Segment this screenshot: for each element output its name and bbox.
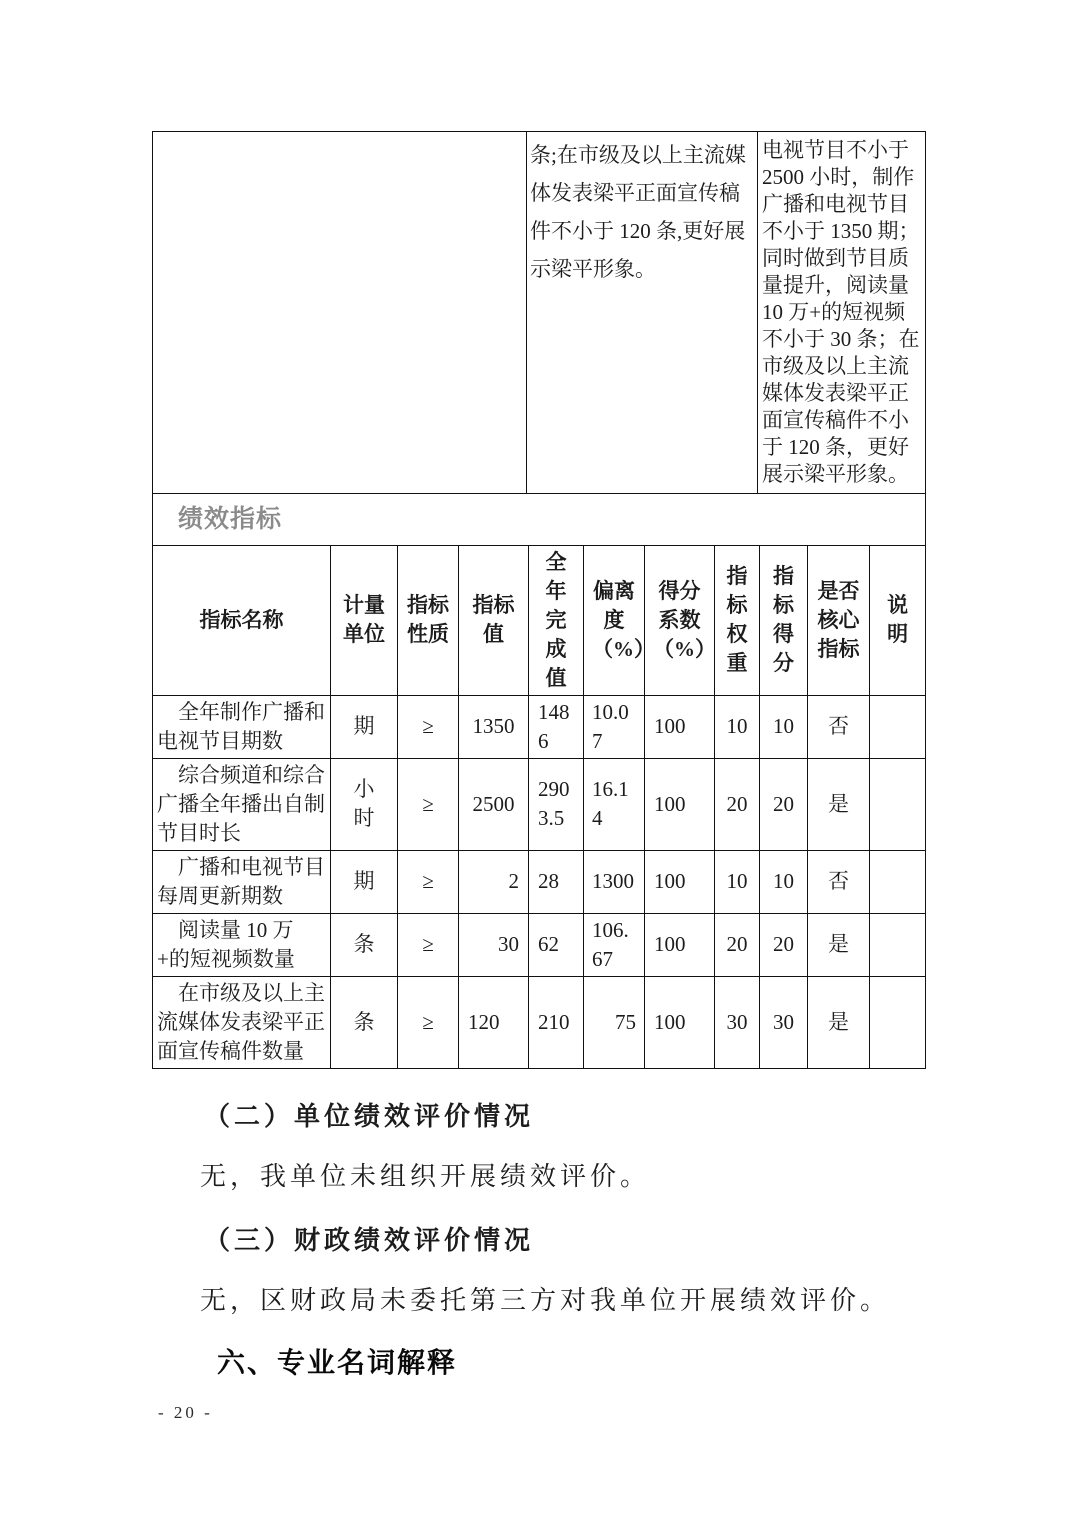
table-cell — [870, 850, 926, 913]
table-section-title: 绩效指标 — [153, 493, 926, 545]
col-header-target-value: 指标值 — [459, 545, 529, 695]
table-cell: 20 — [715, 913, 760, 976]
document-body — [152, 131, 925, 1381]
table-cell: 阅读量 10 万+的短视频数量 — [153, 913, 331, 976]
table-cell: 100 — [645, 758, 715, 850]
table-cell: 100 — [645, 913, 715, 976]
table-cell: 是 — [808, 976, 870, 1068]
table-cell: ≥ — [398, 913, 459, 976]
section-body-fiscal-evaluation: 无，区财政局未委托第三方对我单位开展绩效评价。 — [200, 1285, 891, 1315]
table-cell: 1486 — [529, 695, 584, 758]
table-cell: ≥ — [398, 695, 459, 758]
table-cell: 20 — [760, 913, 808, 976]
table-cell: 20 — [715, 758, 760, 850]
col-header-deviation: 偏离度（%） — [584, 545, 645, 695]
performance-indicators-table — [152, 493, 926, 1069]
page-number: - 20 - — [158, 1403, 213, 1422]
table-header-row — [153, 545, 926, 695]
section-heading-fiscal-evaluation: （三）财政绩效评价情况 — [204, 1225, 535, 1255]
table-cell: 10 — [715, 695, 760, 758]
table-cell: 1350 — [459, 695, 529, 758]
table-cell: 30 — [715, 976, 760, 1068]
section-body-unit-evaluation: 无，我单位未组织开展绩效评价。 — [200, 1161, 651, 1191]
table-row — [153, 976, 926, 1068]
table-cell: 30 — [459, 913, 529, 976]
table-cell: 广播和电视节目每周更新期数 — [153, 850, 331, 913]
table-cell: ≥ — [398, 976, 459, 1068]
table-cell: 10 — [760, 695, 808, 758]
table-cell: ≥ — [398, 758, 459, 850]
table-row — [153, 913, 926, 976]
table-cell: 小时 — [331, 758, 398, 850]
table-cell: 2500 — [459, 758, 529, 850]
table-cell: 10 — [715, 850, 760, 913]
table-cell — [870, 695, 926, 758]
table-cell: 否 — [808, 695, 870, 758]
section-heading-unit-evaluation: （二）单位绩效评价情况 — [204, 1101, 535, 1131]
col-header-annual-completion: 全年完成值 — [529, 545, 584, 695]
col-header-core-indicator: 是否核心指标 — [808, 545, 870, 695]
table-cell: 是 — [808, 758, 870, 850]
table-section-row — [153, 493, 926, 545]
table-cell: 是 — [808, 913, 870, 976]
table-cell: 2903.5 — [529, 758, 584, 850]
col-header-indicator-name: 指标名称 — [153, 545, 331, 695]
table-cell: 在市级及以上主流媒体发表梁平正面宣传稿件数量 — [153, 976, 331, 1068]
col-header-score-coefficient: 得分系数（%） — [645, 545, 715, 695]
carryover-cell-target: 条;在市级及以上主流媒体发表梁平正面宣传稿件不小于 120 条,更好展示梁平形象。 — [527, 132, 758, 494]
col-header-score: 指标得分 — [760, 545, 808, 695]
table-cell: 期 — [331, 695, 398, 758]
col-header-unit: 计量单位 — [331, 545, 398, 695]
table-cell: 16.14 — [584, 758, 645, 850]
table-row — [153, 132, 926, 494]
table-cell: 28 — [529, 850, 584, 913]
table-cell: 条 — [331, 976, 398, 1068]
table-row — [153, 758, 926, 850]
carryover-table — [152, 131, 926, 494]
table-cell: 2 — [459, 850, 529, 913]
table-cell: 否 — [808, 850, 870, 913]
table-cell: 100 — [645, 850, 715, 913]
table-cell: 期 — [331, 850, 398, 913]
table-row — [153, 850, 926, 913]
carryover-cell-empty — [153, 132, 527, 494]
table-cell: 75 — [584, 976, 645, 1068]
table-cell: 10 — [760, 850, 808, 913]
section-heading-terminology: 六、专业名词解释 — [217, 1346, 458, 1378]
col-header-weight: 指标权重 — [715, 545, 760, 695]
table-cell — [870, 976, 926, 1068]
table-cell: 100 — [645, 695, 715, 758]
table-cell: 20 — [760, 758, 808, 850]
table-cell: 1300 — [584, 850, 645, 913]
table-cell: 条 — [331, 913, 398, 976]
table-cell — [870, 913, 926, 976]
table-row — [153, 695, 926, 758]
table-cell: ≥ — [398, 850, 459, 913]
col-header-remark: 说明 — [870, 545, 926, 695]
table-cell — [870, 758, 926, 850]
table-cell: 10.07 — [584, 695, 645, 758]
table-cell: 100 — [645, 976, 715, 1068]
col-header-nature: 指标性质 — [398, 545, 459, 695]
carryover-cell-result: 电视节目不小于 2500 小时，制作广播和电视节目不小于 1350 期；同时做到节目质量提升，阅读量 10 万+的短视频不小于 30 条；在市级及以上主流媒体发表梁平正面宣传稿件不小于 120 条，更好展示梁平形象。 — [758, 132, 926, 494]
table-cell: 全年制作广播和电视节目期数 — [153, 695, 331, 758]
table-cell: 30 — [760, 976, 808, 1068]
table-cell: 62 — [529, 913, 584, 976]
table-cell: 106.67 — [584, 913, 645, 976]
table-cell: 综合频道和综合广播全年播出自制节目时长 — [153, 758, 331, 850]
table-cell: 120 — [459, 976, 529, 1068]
table-cell: 210 — [529, 976, 584, 1068]
